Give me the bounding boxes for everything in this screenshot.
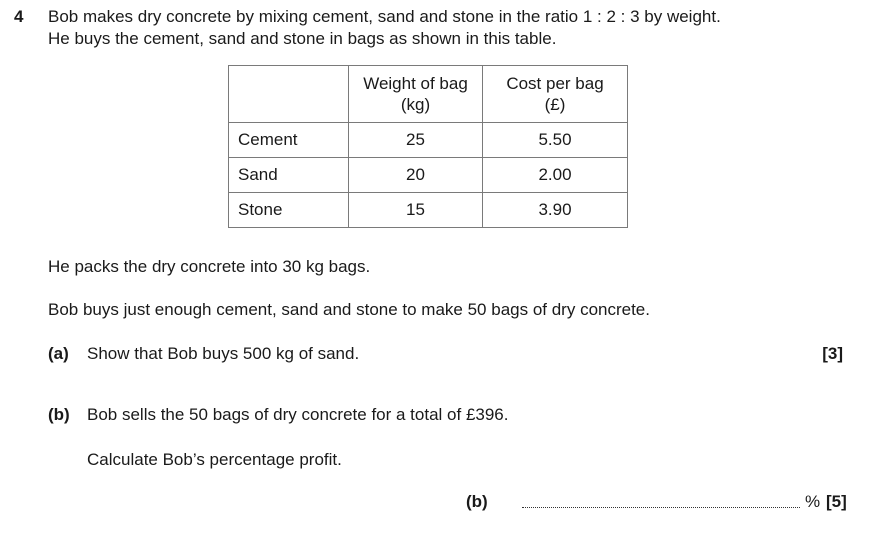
bags-table bbox=[228, 65, 628, 228]
row-cost-cell: 5.50 bbox=[483, 123, 628, 158]
part-b-text: Bob sells the 50 bags of dry concrete for a total of £396. bbox=[87, 405, 509, 424]
table-header-row bbox=[229, 66, 628, 123]
row-item-cell: Sand bbox=[229, 158, 349, 193]
part-a-label: (a) bbox=[48, 344, 69, 363]
table-row bbox=[229, 123, 628, 158]
answer-label: (b) bbox=[466, 492, 488, 511]
answer-line[interactable] bbox=[522, 507, 800, 508]
header-weight-cell bbox=[349, 66, 483, 123]
question-intro-line-1: Bob makes dry concrete by mixing cement, sand and stone in the ratio 1 : 2 : 3 by weight. bbox=[48, 7, 721, 26]
row-item-cell: Stone bbox=[229, 193, 349, 228]
row-item-cell: Cement bbox=[229, 123, 349, 158]
row-weight-cell: 25 bbox=[349, 123, 483, 158]
answer-unit: % bbox=[805, 492, 821, 511]
part-b-instruction: Calculate Bob’s percentage profit. bbox=[87, 450, 342, 469]
buys-statement: Bob buys just enough cement, sand and stone to make 50 bags of dry concrete. bbox=[48, 300, 650, 319]
header-cost-line-1: Cost per bag bbox=[506, 74, 604, 93]
row-cost-cell: 3.90 bbox=[483, 193, 628, 228]
row-weight-cell: 20 bbox=[349, 158, 483, 193]
question-number: 4 bbox=[14, 7, 24, 26]
header-weight-line-2: (kg) bbox=[400, 95, 431, 114]
header-item-cell bbox=[229, 66, 349, 123]
part-a-text: Show that Bob buys 500 kg of sand. bbox=[87, 344, 360, 363]
row-weight-cell: 15 bbox=[349, 193, 483, 228]
header-cost-cell bbox=[483, 66, 628, 123]
question-intro-line-2: He buys the cement, sand and stone in bags as shown in this table. bbox=[48, 29, 557, 48]
table-row bbox=[229, 193, 628, 228]
pack-statement: He packs the dry concrete into 30 kg bags. bbox=[48, 257, 371, 276]
header-weight-line-1: Weight of bag bbox=[363, 74, 468, 93]
header-cost-line-2: (£) bbox=[544, 95, 566, 114]
table-row bbox=[229, 158, 628, 193]
part-b-label: (b) bbox=[48, 405, 70, 424]
part-a-marks: [3] bbox=[822, 344, 843, 363]
part-b-marks: [5] bbox=[826, 492, 847, 511]
row-cost-cell: 2.00 bbox=[483, 158, 628, 193]
